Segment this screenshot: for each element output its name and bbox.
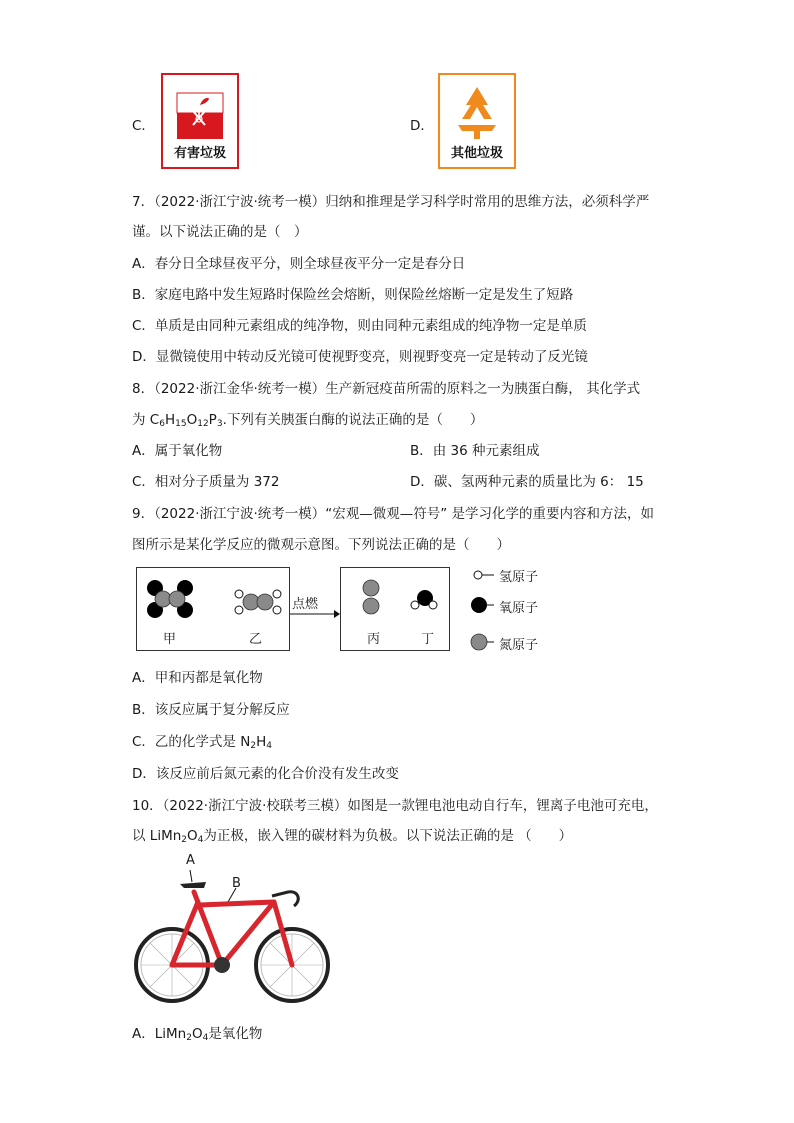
q7-stem-line1: 7．（2022·浙江宁波·统考一模）归纳和推理是学习科学时常用的思维方法，必须科学严 — [132, 194, 650, 210]
q7-option-d: D．显微镜使用中转动反光镜可使视野变亮，则视野变亮一定是转动了反光镜 — [132, 349, 588, 365]
other-waste-sign — [438, 73, 516, 169]
reactant-molecules — [137, 568, 289, 628]
q8-option-b: B．由 36 种元素组成 — [410, 443, 540, 459]
q7-option-c: C．单质是由同种元素组成的纯净物，则由同种元素组成的纯净物一定是单质 — [132, 318, 587, 334]
q8-stem-prefix: 为 — [132, 412, 150, 428]
trypsin-formula-rendered: $C_6H_{15}O_{12}P_3$ — [149, 412, 223, 429]
label-bing: 丙 — [367, 632, 381, 647]
legend-nitrogen-label: 氮原子 — [499, 638, 539, 653]
q9-stem-line2: 图所示是某化学反应的微观示意图。下列说法正确的是（ ） — [132, 537, 510, 553]
q10-a-formula-rendered: $LiMn_2O_4$ — [154, 1026, 209, 1043]
svg-text:BMC: BMC — [228, 919, 247, 940]
products-box — [340, 567, 450, 651]
option-c-label: C． — [132, 118, 155, 134]
q9-stem-line1: 9．（2022·浙江宁波·统考一模）“宏观—微观—符号” 是学习化学的重要内容和方法，如 — [132, 506, 655, 522]
q10-stem-line2 — [132, 826, 572, 850]
label-ding: 丁 — [421, 632, 435, 647]
product-molecules — [341, 568, 449, 628]
bicycle-image — [132, 860, 332, 1005]
hazardous-waste-icon — [163, 75, 237, 145]
q8-option-a: A．属于氧化物 — [132, 443, 223, 459]
reaction-arrow-icon — [290, 609, 340, 619]
q10-stem-line1: 10．（2022·浙江宁波·校联考三模）如图是一款锂电池电动自行车，锂离子电池可充电， — [132, 798, 658, 814]
q8-option-d: D．碳、氢两种元素的质量比为 6： 15 — [410, 474, 644, 490]
option-d-label: D． — [410, 118, 434, 134]
n2h4-formula-rendered: $N_2H_4$ — [240, 734, 272, 751]
q7-stem-line2: 谨。以下说法正确的是（ ） — [132, 224, 308, 240]
reactants-box — [136, 567, 290, 651]
q9-option-b: B．该反应属于复分解反应 — [132, 702, 290, 718]
legend-oxygen-label: 氧原子 — [499, 601, 539, 616]
q8-stem-suffix: .下列有关胰蛋白酶的说法正确的是（ ） — [222, 412, 484, 428]
q10-stem-suffix: 为正极，嵌入锂的碳材料为负极。以下说法正确的是 （ ） — [203, 828, 573, 844]
q8-stem-line1: 8．（2022·浙江金华·统考一模）生产新冠疫苗所需的原料之一为胰蛋白酶， 其化学式 — [132, 381, 641, 397]
limn2o4-formula-rendered: $LiMn_2O_4$ — [149, 828, 204, 845]
legend-hydrogen-label: 氢原子 — [499, 570, 539, 585]
legend-oxygen-icon — [470, 595, 494, 615]
q9-option-c — [132, 732, 272, 756]
hazardous-waste-text: 有害垃圾 — [173, 146, 226, 161]
q9-option-c-prefix: C．乙的化学式是 — [132, 734, 241, 750]
reaction-condition: 点燃 — [292, 597, 319, 612]
label-yi: 乙 — [249, 632, 263, 647]
q8-option-c: C．相对分子质量为 372 — [132, 474, 280, 490]
label-jia: 甲 — [163, 632, 177, 647]
q10-option-a-prefix: A． — [132, 1026, 155, 1042]
bike-label-b: B — [232, 876, 241, 891]
q8-stem-line2 — [132, 410, 483, 434]
q10-stem-prefix: 以 — [132, 828, 150, 844]
other-waste-text: 其他垃圾 — [450, 146, 503, 161]
q10-option-a — [132, 1024, 262, 1048]
q7-option-b: B．家庭电路中发生短路时保险丝会熔断，则保险丝熔断一定是发生了短路 — [132, 287, 574, 303]
q9-option-d: D．该反应前后氮元素的化合价没有发生改变 — [132, 766, 399, 782]
hazardous-waste-sign — [161, 73, 239, 169]
legend-nitrogen-icon — [470, 632, 494, 652]
bike-label-a: A — [186, 853, 195, 868]
q7-option-a: A．春分日全球昼夜平分，则全球昼夜平分一定是春分日 — [132, 256, 466, 272]
q10-option-a-suffix: 是氧化物 — [208, 1026, 263, 1042]
legend-hydrogen-icon — [472, 567, 496, 583]
q9-option-a: A．甲和丙都是氧化物 — [132, 670, 263, 686]
recycle-arrows-icon — [440, 75, 514, 145]
